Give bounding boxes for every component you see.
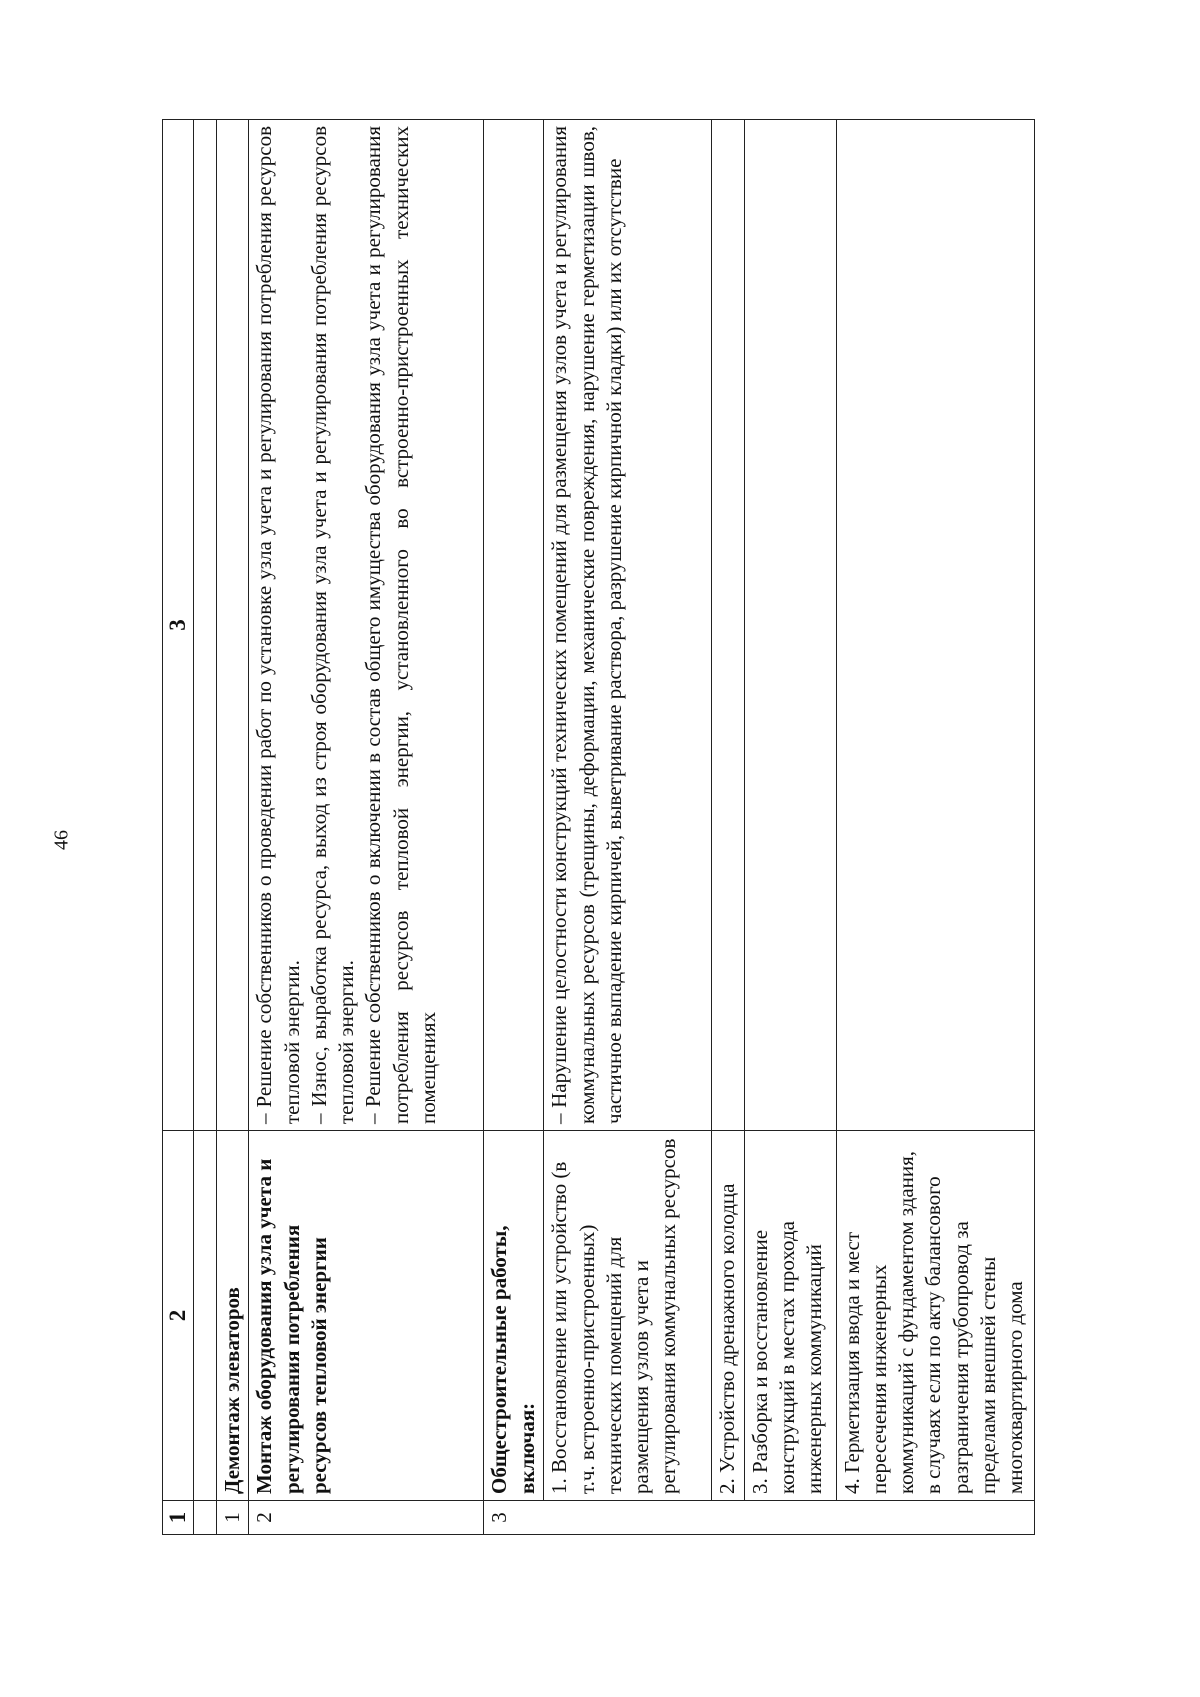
page-number: 46 [50, 830, 73, 850]
row-subheading [217, 120, 249, 1535]
row-grounds [217, 120, 249, 1131]
row-num: 3 [484, 1501, 1034, 1535]
header-col-3: 3 [163, 120, 194, 1131]
grounds-item: – Решение собственников о включении в состав общего имущества оборудования узла учета и регулирования потребления ресурсов тепловой энергии, установленного во встроенно-пристроенных технических помещениях [361, 126, 441, 1124]
row-num: 2 [249, 1501, 484, 1535]
item-grounds [836, 120, 1034, 1131]
blank-row [194, 120, 217, 1535]
row-work: Демонтаж элеваторов [217, 1131, 249, 1501]
row-work: Общестроительные работы, включая: [484, 1131, 544, 1501]
item-grounds [712, 120, 744, 1131]
grounds-item: – Износ, выработка ресурса, выход из строя оборудования узла учета и регулирования потребления ресурсов тепловой энергии. [306, 126, 359, 1124]
header-col-2: 2 [163, 1131, 194, 1501]
row-num: 1 [217, 1501, 249, 1535]
row-3-item-2 [712, 120, 744, 1535]
row-3-item-3 [744, 120, 836, 1535]
row-grounds [249, 120, 484, 1131]
row-2 [249, 120, 484, 1535]
row-3-item-1 [544, 120, 712, 1535]
header-col-1: 1 [163, 1501, 194, 1535]
grounds-item: – Решение собственников о проведении работ по установке узла учета и регулирования потребления ресурсов тепловой энергии. [252, 126, 304, 1124]
item-work: 3. Разборка и восстановление конструкций в местах прохода инженерных коммуникаций [744, 1131, 836, 1501]
row-3-item-4 [836, 120, 1034, 1535]
row-3-heading [484, 120, 544, 1535]
item-work: 2. Устройство дренажного колодца [712, 1131, 744, 1501]
row-work: Монтаж оборудования узла учета и регулирования потребления ресурсов тепловой энергии [249, 1131, 484, 1501]
item-grounds: – Нарушение целостности конструкций технических помещений для размещения узлов учета и регулирования коммунальных ресурсов (трещины, деформации, механические повреждения, нарушение герметизации швов, частичное выпадение кирпичей, выветривание раствора, разрушение кирпичной кладки) или их отсутствие [544, 120, 712, 1131]
works-table [162, 119, 1035, 1535]
item-work: 4. Герметизация ввода и мест пересечения инженерных коммуникаций с фундаментом здания, в случаях если по акту балансового разграничения трубопровод за пределами внешней стены многоквартирного дома [836, 1131, 1034, 1501]
item-work: 1. Восстановление или устройство (в т.ч. встроенно-пристроенных) технических помещений для размещения узлов учета и регулирования коммунальных ресурсов [544, 1131, 712, 1501]
item-grounds [744, 120, 836, 1131]
row-grounds [484, 120, 544, 1131]
rotated-table-container [162, 120, 1162, 1535]
header-row [163, 120, 194, 1535]
